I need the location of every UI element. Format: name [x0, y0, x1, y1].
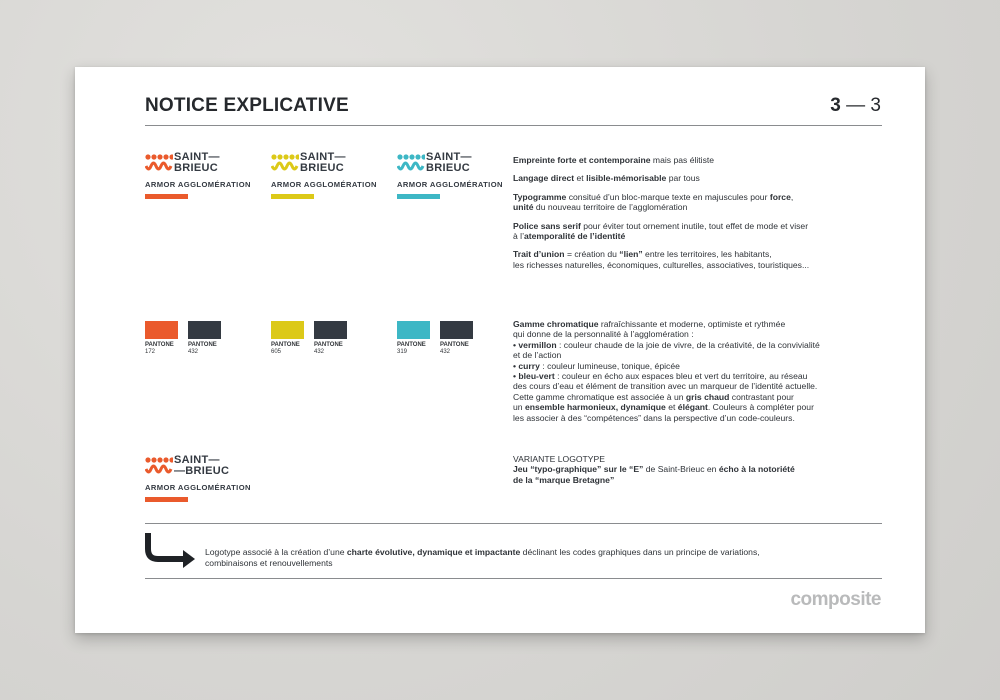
paragraph-typogramme: Typogramme consitué d’un bloc-marque texte en majuscules pour force, unité du nouveau territoire de l’agglomération [513, 191, 794, 213]
swatch-label: PANTONE [145, 342, 174, 348]
swatch-group-gris-1 [188, 321, 221, 355]
variant-description: Jeu “typo-graphique” sur le “E” de Saint-Brieuc en écho à la notoriété de la “marque Bretagne” [513, 464, 795, 485]
swatch-bleu-vert [397, 321, 430, 339]
paragraph-trait-union: Trait d’union = création du “lien” entre les territoires, les habitants, les richesses naturelles, économiques, culturelles, associatives, touristiques... [513, 249, 810, 270]
variant-title: VARIANTE LOGOTYPE [513, 454, 606, 464]
logo-underline [145, 194, 188, 199]
swatch-group-gris-3 [440, 321, 473, 355]
logo-mark-variant [145, 457, 173, 481]
swatch-number: 432 [440, 348, 451, 355]
logo-wordmark: SAINT— BRIEUC [426, 151, 472, 174]
header-divider [145, 125, 882, 126]
logo-subtitle: ARMOR AGGLOMÉRATION [145, 180, 251, 189]
logo-underline [145, 497, 188, 502]
swatch-group-curry [271, 321, 304, 355]
swatch-number: 605 [271, 348, 282, 355]
logo-bleu-vert [397, 151, 503, 199]
paragraph-police: Police sans serif pour éviter tout ornement inutile, tout effet de mode et viser à l’atemporalité de l’identité [513, 220, 809, 242]
swatch-group-bleu-vert [397, 321, 430, 355]
page-separator: — [840, 95, 871, 116]
swatch-label: PANTONE [440, 342, 469, 348]
variant-text [513, 454, 853, 485]
logo-wordmark: SAINT— BRIEUC [300, 151, 346, 174]
logo-wordmark: SAINT— —BRIEUC [174, 454, 230, 477]
logo-underline [271, 194, 314, 199]
swatch-group-vermillon [145, 321, 178, 355]
page-total: 3 [870, 95, 881, 116]
notice-sheet [75, 67, 925, 633]
logo-mark-bleu-vert [397, 154, 425, 178]
logo-mark-curry [271, 154, 299, 178]
swatch-label: PANTONE [188, 342, 217, 348]
logo-wordmark: SAINT— BRIEUC [174, 151, 220, 174]
swatch-number: 319 [397, 348, 408, 355]
footer-divider-top [145, 523, 882, 524]
logo-curry [271, 151, 377, 199]
footer-text: Logotype associé à la création d’une charte évolutive, dynamique et impactante déclinant les codes graphiques dans un principe de variations, combinaisons et renouvellements [205, 547, 760, 568]
composite-brand-logo: composite [790, 589, 881, 610]
page-title: NOTICE EXPLICATIVE [145, 95, 349, 116]
swatch-label: PANTONE [271, 342, 300, 348]
logo-subtitle: ARMOR AGGLOMÉRATION [271, 180, 377, 189]
swatch-vermillon [145, 321, 178, 339]
paragraph-empreinte: Empreinte forte et contemporaine mais pas élitiste [513, 155, 715, 165]
logo-underline [397, 194, 440, 199]
page-number [830, 95, 881, 117]
swatch-gris [188, 321, 221, 339]
logo-variant [145, 454, 251, 502]
logo-mark-vermillon [145, 154, 173, 178]
swatch-gris [314, 321, 347, 339]
paragraph-gamme: Gamme chromatique rafraîchissante et moderne, optimiste et rythmée qui donne de la personnalité à l’agglomération : • vermillon : couleur chaude de la joie de vivre, de la créativité, de la convivialité et de l’action • curry : couleur lumineuse, tonique, épicée • bleu-vert : couleur en écho aux espaces bleu et vert du territoire, au réseau des cours d’eau et élément de transition avec un marqueur de l’identité actuelle. Cette gamme chromatique est associée à un gris chaud contrastant pour un ensemble harmonieux, dynamique et élégant. Couleurs à compléter pour les associer à des “compétences” dans la perspective d’un code-couleurs. [513, 319, 820, 423]
logo-subtitle: ARMOR AGGLOMÉRATION [145, 483, 251, 492]
swatch-number: 432 [314, 348, 325, 355]
logo-vermillon [145, 151, 251, 199]
footer-divider-bottom [145, 578, 882, 579]
swatch-gris [440, 321, 473, 339]
description-text [513, 155, 853, 270]
swatch-label: PANTONE [397, 342, 426, 348]
gamme-text [513, 319, 853, 423]
swatch-group-gris-2 [314, 321, 347, 355]
swatch-curry [271, 321, 304, 339]
swatch-number: 432 [188, 348, 199, 355]
arrow-turn-right-icon [145, 533, 197, 569]
paragraph-langage: Langage direct et lisible-mémorisable par tous [513, 173, 700, 184]
logo-subtitle: ARMOR AGGLOMÉRATION [397, 180, 503, 189]
swatch-label: PANTONE [314, 342, 343, 348]
swatch-number: 172 [145, 348, 156, 355]
page-current: 3 [830, 95, 841, 116]
